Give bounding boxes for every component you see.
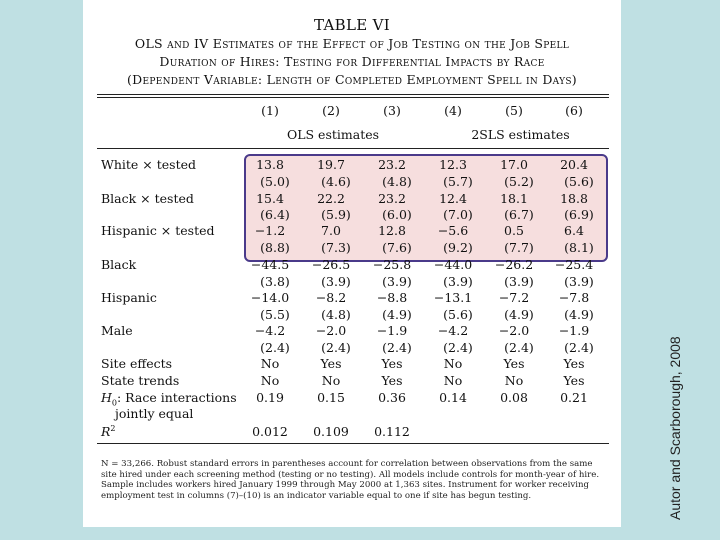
row-label: Black bbox=[101, 257, 137, 272]
row-label-rest: : Race interactions bbox=[117, 390, 237, 405]
table-cell: 7.0 bbox=[321, 223, 341, 238]
row-label: $R^2$ bbox=[101, 424, 116, 440]
table-cell: 0.012 bbox=[252, 424, 288, 439]
table-cell: Yes bbox=[320, 356, 342, 371]
column-header: (2) bbox=[322, 103, 340, 118]
table-cell: (4.8) bbox=[382, 174, 412, 189]
table-cell: (3.9) bbox=[564, 274, 594, 289]
header-rule bbox=[97, 148, 609, 149]
table-cell: −7.8 bbox=[558, 290, 590, 305]
table-cell: −5.6 bbox=[437, 223, 469, 238]
table-cell: 18.1 bbox=[500, 191, 528, 206]
table-cell: (6.0) bbox=[382, 207, 412, 222]
table-cell: 23.2 bbox=[378, 157, 406, 172]
table-cell: (2.4) bbox=[504, 340, 534, 355]
table-cell: −26.2 bbox=[494, 257, 534, 272]
table-cell: No bbox=[260, 356, 280, 371]
table-cell: (5.6) bbox=[564, 174, 594, 189]
table-number: TABLE VI bbox=[314, 16, 390, 34]
row-label: Hispanic bbox=[101, 290, 157, 305]
table-cell: 13.8 bbox=[256, 157, 284, 172]
column-header: (6) bbox=[565, 103, 583, 118]
table-cell: −2.0 bbox=[315, 323, 347, 338]
table-cell: (5.7) bbox=[443, 174, 473, 189]
table-cell: (8.1) bbox=[564, 240, 594, 255]
table-cell: (3.8) bbox=[260, 274, 290, 289]
table-cell: 0.112 bbox=[374, 424, 410, 439]
table-cell: (5.2) bbox=[504, 174, 534, 189]
column-header: (4) bbox=[444, 103, 462, 118]
bottom-rule bbox=[97, 443, 609, 444]
table-cell: (4.9) bbox=[382, 307, 412, 322]
table-cell: 0.5 bbox=[504, 223, 524, 238]
table-cell: 18.8 bbox=[560, 191, 588, 206]
table-cell: (7.6) bbox=[382, 240, 412, 255]
table-cell: No bbox=[321, 373, 341, 388]
table-cell: (8.8) bbox=[260, 240, 290, 255]
credit-caption bbox=[667, 0, 689, 520]
table-cell: 19.7 bbox=[317, 157, 345, 172]
group-ols: OLS estimates bbox=[286, 127, 380, 142]
table-cell: −8.2 bbox=[315, 290, 347, 305]
table-cell: (6.9) bbox=[564, 207, 594, 222]
table-cell: (3.9) bbox=[504, 274, 534, 289]
row-label: Site effects bbox=[101, 356, 173, 371]
table-cell: (5.6) bbox=[443, 307, 473, 322]
table-cell: 0.109 bbox=[313, 424, 349, 439]
table-cell: (4.9) bbox=[504, 307, 534, 322]
table-cell: −4.2 bbox=[437, 323, 469, 338]
table-cell: (2.4) bbox=[382, 340, 412, 355]
table-cell: 12.4 bbox=[439, 191, 467, 206]
row-label: jointly equal bbox=[115, 406, 194, 421]
table-cell: 0.19 bbox=[256, 390, 284, 405]
table-cell: Yes bbox=[563, 373, 585, 388]
table-cell: Yes bbox=[381, 373, 403, 388]
table-cell: (3.9) bbox=[382, 274, 412, 289]
table-cell: (7.7) bbox=[504, 240, 534, 255]
table-cell: Yes bbox=[503, 356, 525, 371]
table-cell: 22.2 bbox=[317, 191, 345, 206]
table-title-line-1: OLS and IV Estimates of the Effect of Job Testing on the Job Spell bbox=[134, 36, 570, 51]
table-cell: 6.4 bbox=[564, 223, 584, 238]
table-note: N = 33,266. Robust standard errors in parentheses account for correlation between observations from the same site hired under each screening method (testing or no testing). All models include controls for month-year of hire. Sample includes workers hired January 1999 through May 2000 at 1,363 sites. Instrument for worker receiving employment test in columns (7)–(10) is an indicator variable equal to one if site has begun testing. bbox=[101, 459, 600, 501]
table-cell: 0.21 bbox=[560, 390, 588, 405]
top-rule bbox=[97, 94, 609, 95]
table-cell: No bbox=[443, 373, 463, 388]
table-cell: 15.4 bbox=[256, 191, 284, 206]
table-cell: Yes bbox=[563, 356, 585, 371]
table-cell: (7.3) bbox=[321, 240, 351, 255]
table-cell: −14.0 bbox=[250, 290, 290, 305]
table-cell: −7.2 bbox=[498, 290, 530, 305]
group-2sls: 2SLS estimates bbox=[471, 127, 570, 142]
table-page bbox=[83, 0, 621, 527]
table-cell: 0.36 bbox=[378, 390, 406, 405]
column-header: (3) bbox=[383, 103, 401, 118]
column-header: (5) bbox=[505, 103, 523, 118]
row-label: White × tested bbox=[101, 157, 196, 172]
table-cell: −13.1 bbox=[433, 290, 473, 305]
table-cell: −4.2 bbox=[254, 323, 286, 338]
table-cell: 0.08 bbox=[500, 390, 528, 405]
table-cell: 23.2 bbox=[378, 191, 406, 206]
row-label: $H_0$: Race interactions bbox=[101, 390, 237, 408]
table-cell: 12.3 bbox=[439, 157, 467, 172]
table-cell: −25.4 bbox=[554, 257, 594, 272]
row-label: Black × tested bbox=[101, 191, 194, 206]
table-cell: No bbox=[260, 373, 280, 388]
table-cell: (9.2) bbox=[443, 240, 473, 255]
table-cell: No bbox=[504, 373, 524, 388]
table-title-line-3: (Dependent Variable: Length of Completed Employment Spell in Days) bbox=[127, 72, 577, 87]
column-header: (1) bbox=[261, 103, 279, 118]
table-cell: (4.9) bbox=[564, 307, 594, 322]
table-cell: Yes bbox=[381, 356, 403, 371]
table-cell: (6.4) bbox=[260, 207, 290, 222]
table-cell: 12.8 bbox=[378, 223, 406, 238]
table-cell: −2.0 bbox=[498, 323, 530, 338]
row-label: Male bbox=[101, 323, 133, 338]
table-cell: (4.6) bbox=[321, 174, 351, 189]
table-cell: (2.4) bbox=[443, 340, 473, 355]
table-cell: (2.4) bbox=[564, 340, 594, 355]
table-cell: −1.9 bbox=[558, 323, 590, 338]
table-cell: (7.0) bbox=[443, 207, 473, 222]
table-title-line-2: Duration of Hires: Testing for Differential Impacts by Race bbox=[159, 54, 545, 69]
table-cell: −1.2 bbox=[254, 223, 286, 238]
table-cell: 20.4 bbox=[560, 157, 588, 172]
table-cell: −8.8 bbox=[376, 290, 408, 305]
table-cell: −25.8 bbox=[372, 257, 412, 272]
table-cell: (5.9) bbox=[321, 207, 351, 222]
table-cell: No bbox=[443, 356, 463, 371]
table-cell: (2.4) bbox=[321, 340, 351, 355]
row-label: State trends bbox=[101, 373, 180, 388]
table-cell: (3.9) bbox=[321, 274, 351, 289]
credit-text: Autor and Scarborough, 2008 bbox=[667, 336, 683, 520]
table-cell: 0.15 bbox=[317, 390, 345, 405]
table-cell: −26.5 bbox=[311, 257, 351, 272]
table-cell: 17.0 bbox=[500, 157, 528, 172]
table-cell: (2.4) bbox=[260, 340, 290, 355]
table-cell: (5.0) bbox=[260, 174, 290, 189]
top-rule-double bbox=[97, 97, 609, 98]
table-cell: (4.8) bbox=[321, 307, 351, 322]
table-cell: −1.9 bbox=[376, 323, 408, 338]
table-cell: (5.5) bbox=[260, 307, 290, 322]
row-label: Hispanic × tested bbox=[101, 223, 215, 238]
table-cell: −44.0 bbox=[433, 257, 473, 272]
table-cell: 0.14 bbox=[439, 390, 467, 405]
table-cell: −44.5 bbox=[250, 257, 290, 272]
table-cell: (3.9) bbox=[443, 274, 473, 289]
table-cell: (6.7) bbox=[504, 207, 534, 222]
